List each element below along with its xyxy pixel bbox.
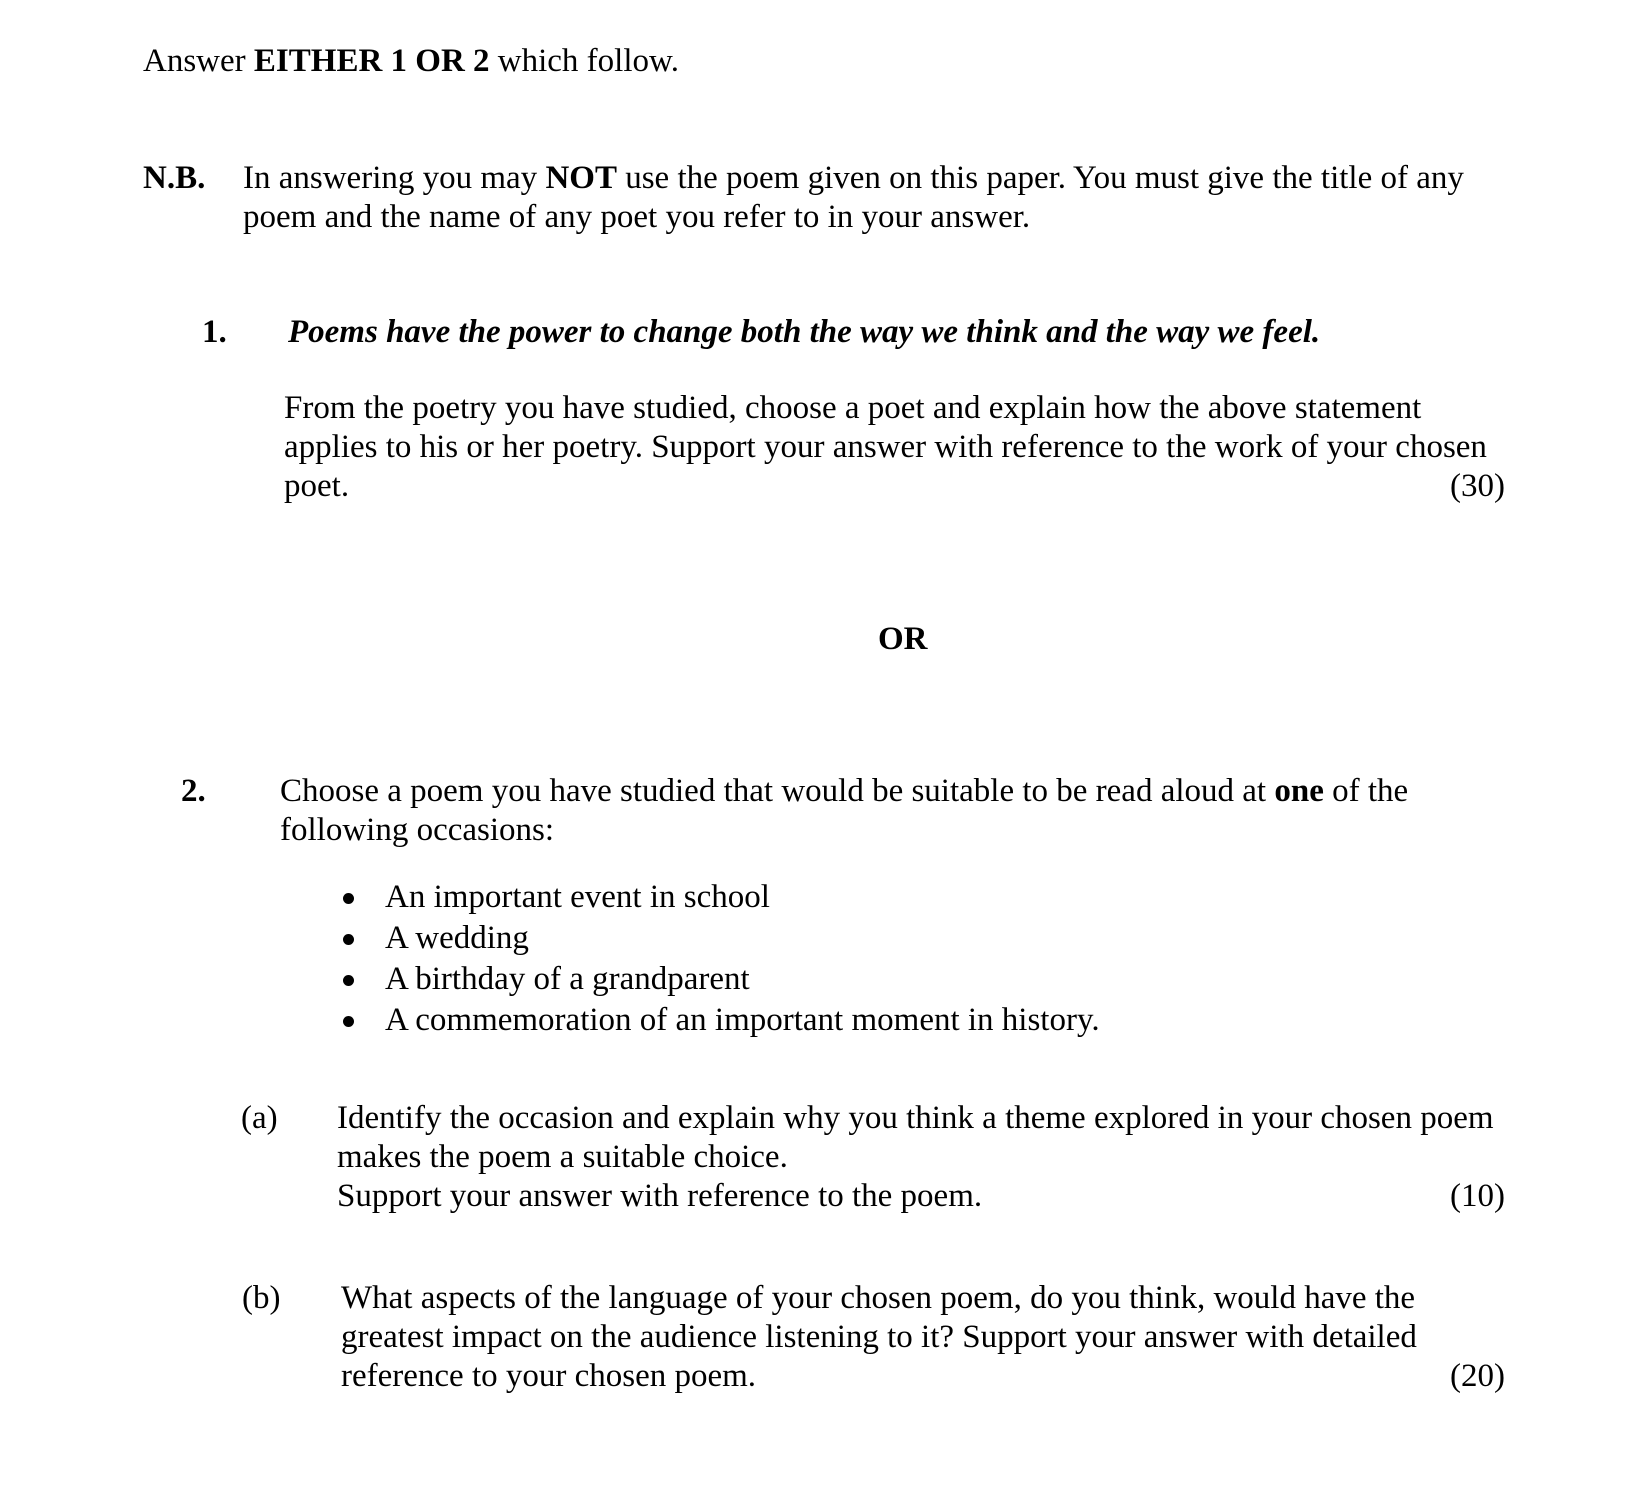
bullet-icon	[343, 934, 354, 945]
instruction-text-bold: EITHER 1 OR 2	[253, 43, 490, 79]
occasion-text: A commemoration of an important moment in history.	[385, 1002, 1100, 1038]
nb-line1-bold: NOT	[545, 160, 617, 196]
bullet-icon	[343, 893, 354, 904]
instruction-text-post: which follow.	[489, 43, 679, 79]
occasion-text: An important event in school	[385, 879, 770, 915]
question-2-line-1	[280, 772, 1408, 811]
part-b-line-3: reference to your chosen poem.	[341, 1358, 757, 1394]
nb-note-line-1	[243, 159, 1464, 198]
part-a-line-2: makes the poem a suitable choice.	[337, 1139, 788, 1175]
question-2-number	[181, 772, 206, 811]
question-1-line-1: From the poetry you have studied, choose a poet and explain how the above statement	[284, 390, 1422, 426]
nb-note	[243, 159, 1464, 237]
question-2-number-text: 2.	[181, 773, 206, 809]
bullet-icon	[343, 1016, 354, 1027]
instruction-line	[143, 42, 679, 81]
question-1-line-3: poet.	[284, 468, 350, 504]
list-item	[339, 918, 1100, 959]
or-separator-text: OR	[878, 621, 928, 657]
list-item	[339, 959, 1100, 1000]
part-b-label: (b)	[242, 1280, 281, 1316]
question-1-marks: (30)	[1450, 468, 1505, 504]
part-a-marks: (10)	[1450, 1178, 1505, 1214]
occasions-bullets	[339, 877, 1100, 1041]
question-1-number	[202, 313, 227, 352]
question-1-number-text: 1.	[202, 314, 227, 350]
part-b-marks: (20)	[1450, 1358, 1505, 1394]
nb-label	[143, 159, 205, 198]
list-item	[339, 1000, 1100, 1041]
q2-line1-pre: Choose a poem you have studied that would be suitable to be read aloud at	[280, 773, 1275, 809]
or-separator	[878, 620, 928, 659]
part-a-line-1: Identify the occasion and explain why you think a theme explored in your chosen poem	[337, 1100, 1494, 1136]
part-a-label: (a)	[241, 1100, 278, 1136]
occasion-text: A wedding	[385, 920, 529, 956]
question-2-line-2: following occasions:	[280, 812, 555, 848]
question-1-quote: Poems have the power to change both the way we think and the way we feel.	[288, 314, 1321, 350]
occasion-text: A birthday of a grandparent	[385, 961, 750, 997]
list-item	[339, 877, 1100, 918]
q2-line1-post: of the	[1323, 773, 1409, 809]
nb-line1-pre: In answering you may	[243, 160, 546, 196]
instruction-text-pre: Answer	[143, 43, 254, 79]
question-1-body	[284, 389, 1487, 506]
q2-line1-bold: one	[1274, 773, 1324, 809]
part-b-line-1: What aspects of the language of your chosen poem, do you think, would have the	[341, 1280, 1416, 1316]
nb-line1-post: use the poem given on this paper. You must give the title of any	[616, 160, 1464, 196]
part-a-body	[337, 1099, 1494, 1216]
part-b-line-2: greatest impact on the audience listening to it? Support your answer with detailed	[341, 1319, 1417, 1355]
nb-note-line-2: poem and the name of any poet you refer to in your answer.	[243, 199, 1031, 235]
occasions-list	[339, 877, 1100, 1041]
question-1-line-2: applies to his or her poetry. Support your answer with reference to the work of your chosen	[284, 429, 1487, 465]
question-2-body	[280, 772, 1408, 850]
part-b-body	[341, 1279, 1417, 1396]
nb-label-text: N.B.	[143, 160, 206, 196]
part-a-line-3: Support your answer with reference to the poem.	[337, 1178, 983, 1214]
bullet-icon	[343, 975, 354, 986]
